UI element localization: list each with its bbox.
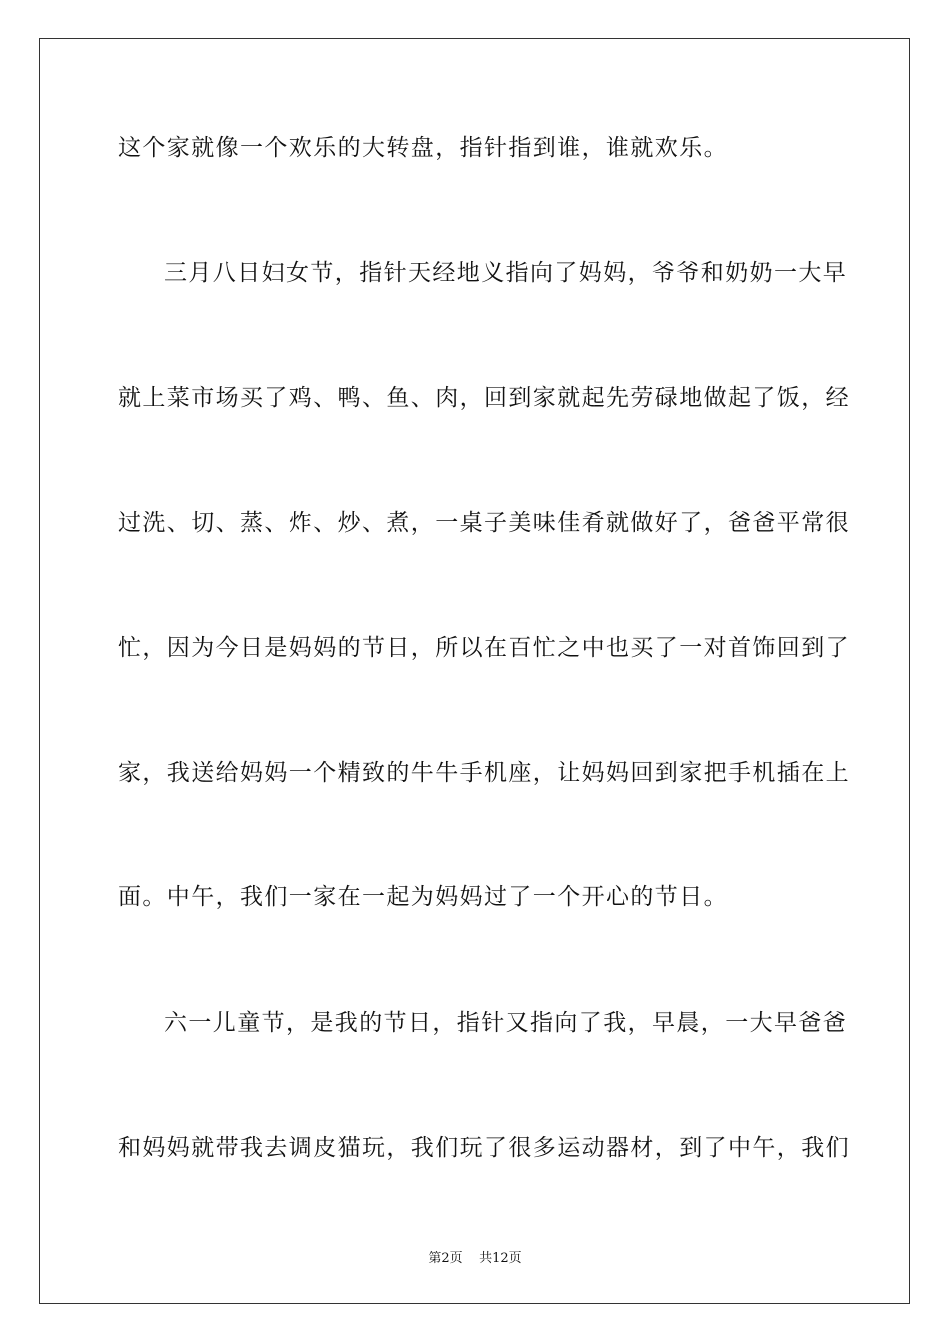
text-line: 六一儿童节，是我的节日，指针又指向了我，早晨，一大早爸爸: [164, 1010, 848, 1036]
text-line: 和妈妈就带我去调皮猫玩，我们玩了很多运动器材，到了中午，我们: [118, 1135, 850, 1161]
text-line: 三月八日妇女节，指针天经地义指向了妈妈，爷爷和奶奶一大早: [164, 260, 848, 286]
page-total: 共12页: [479, 1251, 522, 1266]
page-border: [39, 38, 910, 1304]
text-line: 忙，因为今日是妈妈的节日，所以在百忙之中也买了一对首饰回到了: [118, 635, 850, 661]
text-line: 面。中午，我们一家在一起为妈妈过了一个开心的节日。: [118, 884, 728, 910]
text-line: 就上菜市场买了鸡、鸭、鱼、肉，回到家就起先劳碌地做起了饭，经: [118, 385, 850, 411]
page-number: 第2页: [428, 1251, 463, 1266]
text-line: 这个家就像一个欢乐的大转盘，指针指到谁，谁就欢乐。: [118, 135, 728, 161]
text-line: 家，我送给妈妈一个精致的牛牛手机座，让妈妈回到家把手机插在上: [118, 760, 850, 786]
page-footer: [0, 1247, 950, 1266]
text-line: 过洗、切、蒸、炸、炒、煮，一桌子美味佳肴就做好了，爸爸平常很: [118, 510, 850, 536]
